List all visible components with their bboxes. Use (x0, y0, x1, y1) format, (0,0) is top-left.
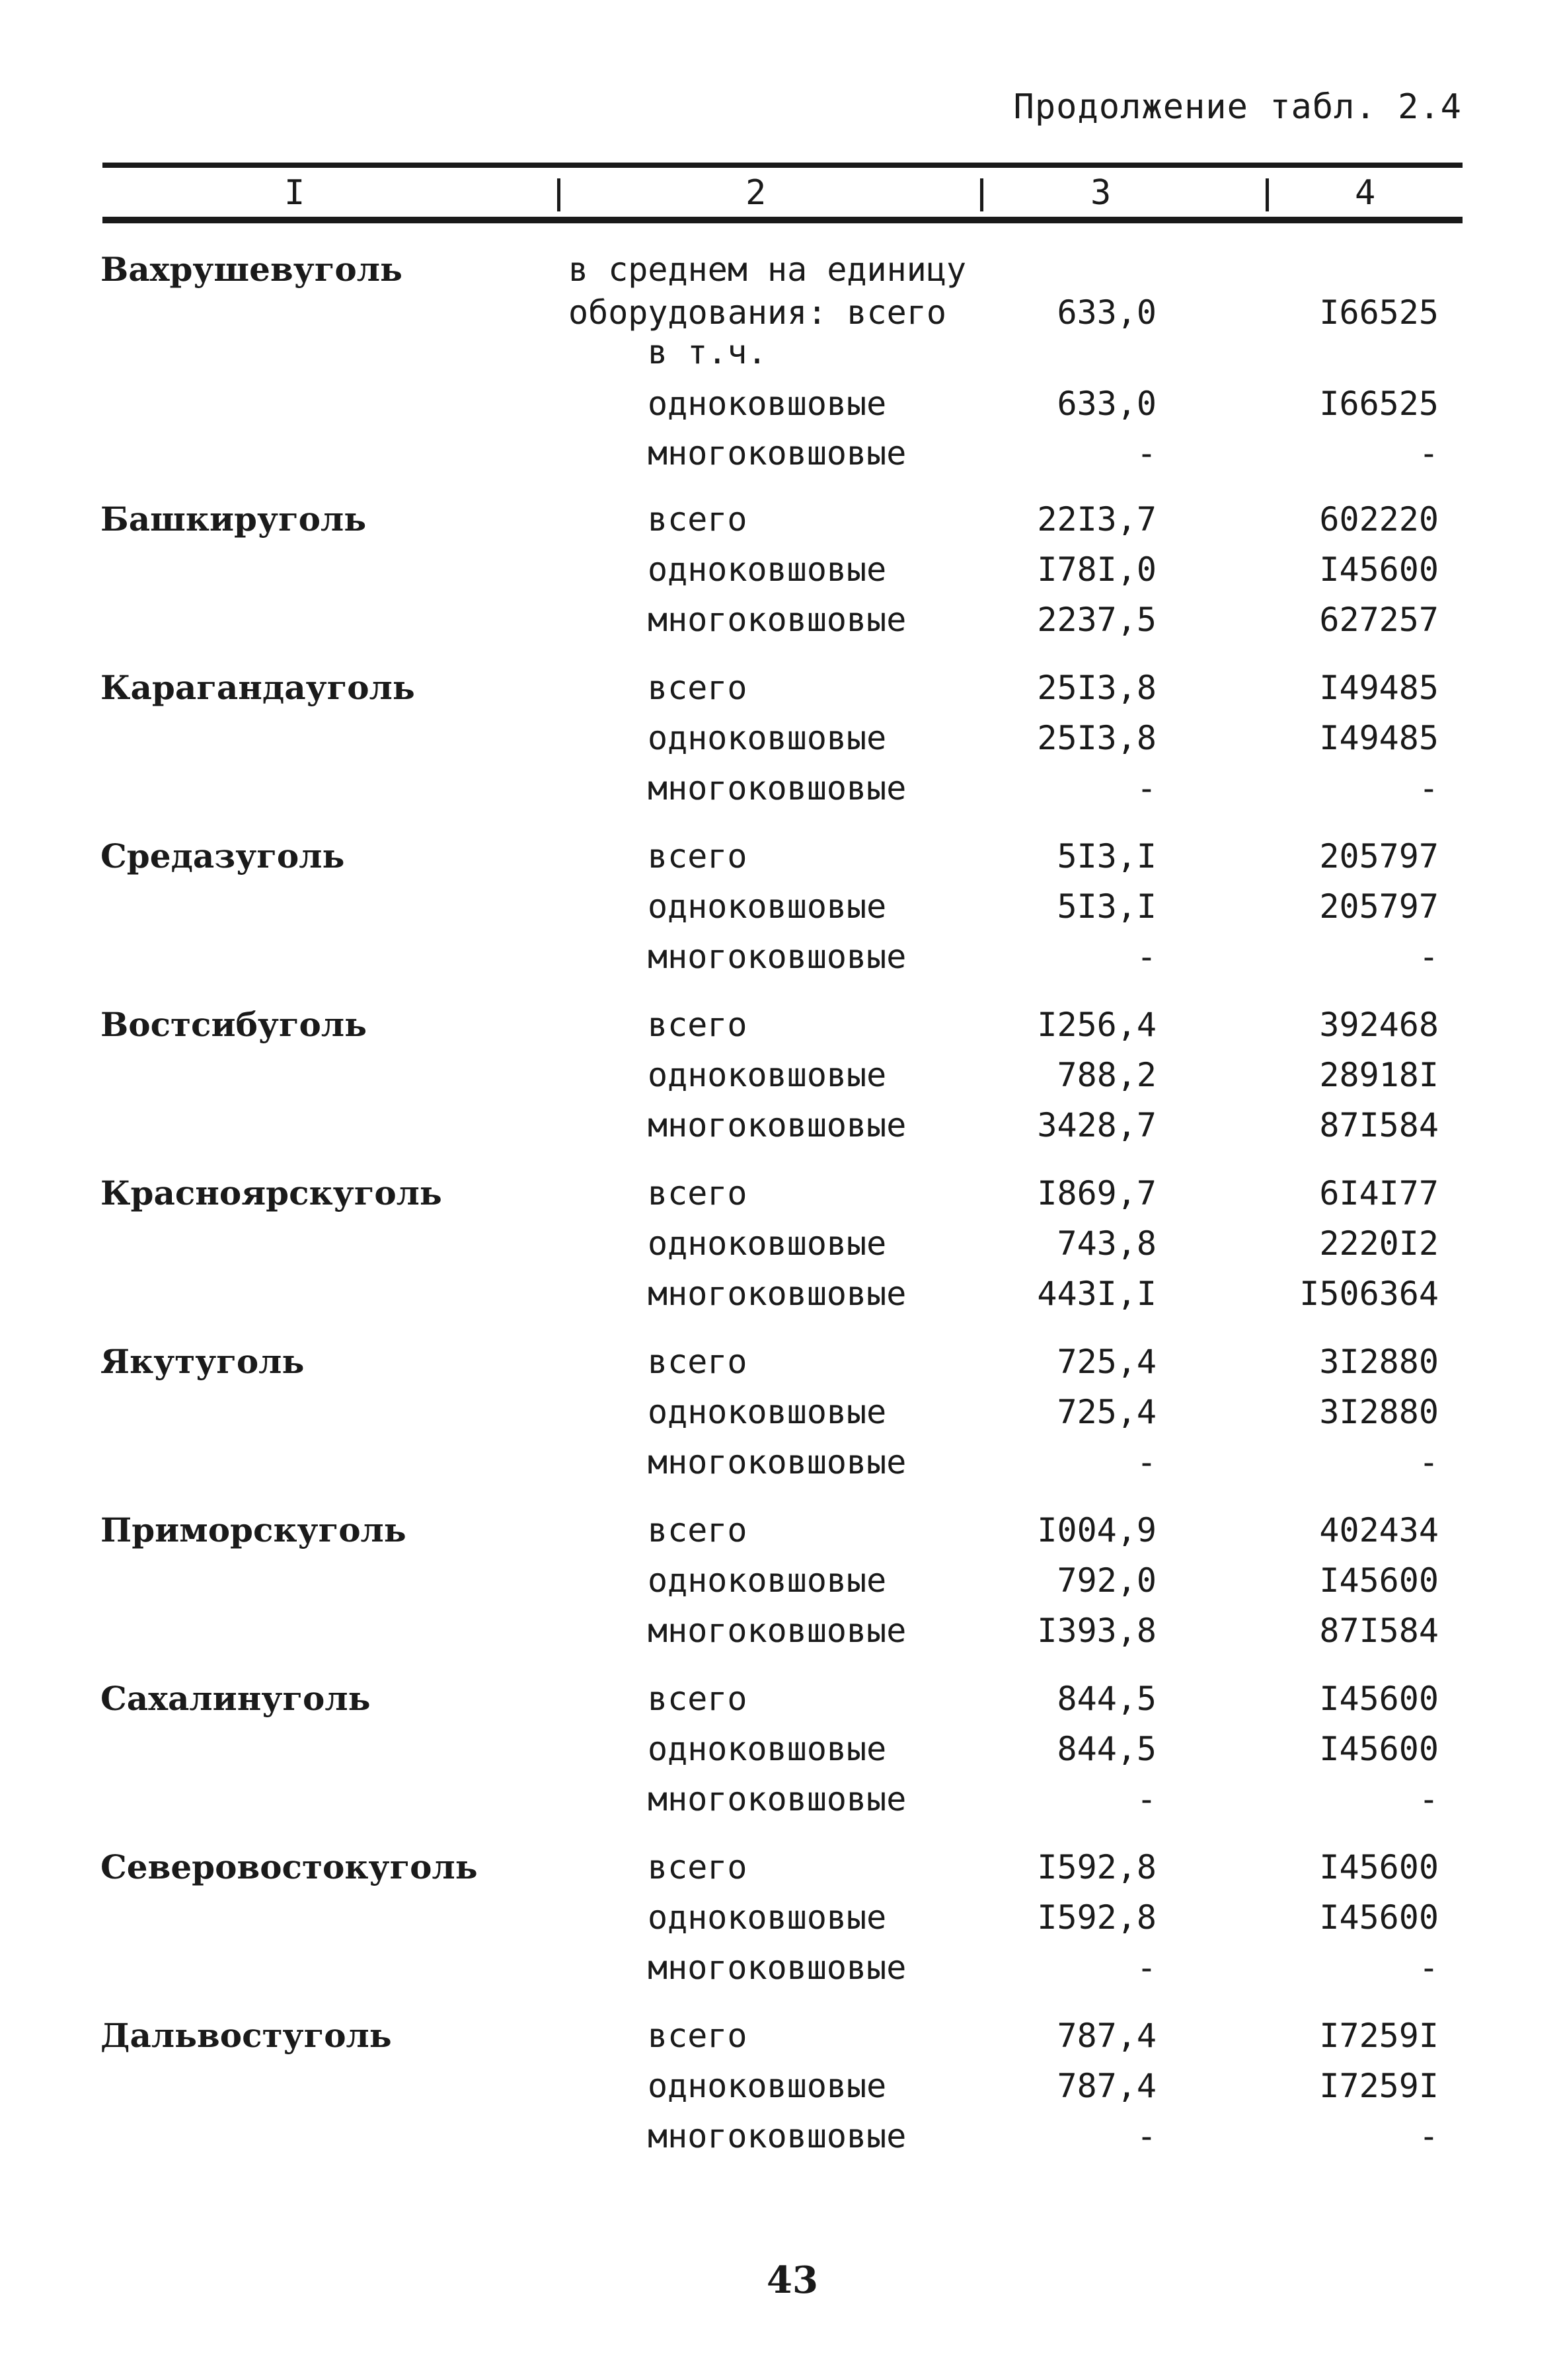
value-col-4: I45600 (1319, 1848, 1439, 1886)
row-label: одноковшовые (648, 1561, 887, 1600)
table-row (0, 428, 1561, 478)
table-row (0, 763, 1561, 813)
header-top-rule (102, 163, 1463, 168)
value-col-4: I66525 (1319, 385, 1439, 423)
value-col-4: - (1418, 1443, 1439, 1481)
column-separator (557, 178, 560, 211)
value-col-3: 25I3,8 (1037, 669, 1157, 707)
table-row (0, 1774, 1561, 1824)
table-row (0, 2111, 1561, 2161)
row-label: многоковшовые (648, 769, 907, 807)
organization-name: Вахрушевуголь (100, 250, 402, 289)
row-label: многоковшовые (648, 938, 907, 976)
value-col-4: - (1418, 2117, 1439, 2155)
row-label: в среднем на единицу (568, 250, 967, 289)
value-col-4: 205797 (1319, 837, 1439, 875)
value-col-3: 787,4 (1057, 2017, 1157, 2055)
value-col-4: 402434 (1319, 1511, 1439, 1549)
organization-name: Дальвостуголь (100, 2016, 392, 2055)
organization-name: Красноярскуголь (100, 1173, 442, 1212)
value-col-4: I7259I (1319, 2067, 1439, 2105)
value-col-3: I592,8 (1037, 1848, 1157, 1886)
page-number: 43 (767, 2258, 818, 2302)
table-caption: Продолжение табл. 2.4 (1013, 87, 1462, 127)
value-col-3: 725,4 (1057, 1393, 1157, 1431)
value-col-4: 28918I (1319, 1056, 1439, 1094)
organization-name: Башкируголь (100, 500, 367, 539)
table-row (0, 1943, 1561, 1993)
value-col-3: 844,5 (1057, 1730, 1157, 1768)
value-col-4: 392468 (1319, 1006, 1439, 1044)
value-col-4: I506364 (1299, 1275, 1439, 1313)
column-header-3: 3 (1090, 173, 1112, 213)
value-col-3: - (1136, 938, 1157, 976)
row-label: всего (648, 837, 747, 875)
row-label: многоковшовые (648, 1106, 907, 1144)
table-row (0, 494, 1561, 544)
table-row (0, 1387, 1561, 1437)
row-label: одноковшовые (648, 719, 887, 757)
value-col-3: 22I3,7 (1037, 500, 1157, 539)
row-label: многоковшовые (648, 601, 907, 639)
value-col-3: 5I3,I (1057, 837, 1157, 875)
value-col-4: I66525 (1319, 293, 1439, 332)
table-row (0, 1437, 1561, 1487)
value-col-4: - (1418, 938, 1439, 976)
value-col-4: 87I584 (1319, 1612, 1439, 1650)
value-col-3: I004,9 (1037, 1511, 1157, 1549)
value-col-3: 3428,7 (1037, 1106, 1157, 1144)
row-label: многоковшовые (648, 1780, 907, 1818)
value-col-4: I49485 (1319, 719, 1439, 757)
row-label: одноковшовые (648, 550, 887, 589)
value-col-3: 633,0 (1057, 385, 1157, 423)
value-col-3: - (1136, 1780, 1157, 1818)
value-col-4: 627257 (1319, 601, 1439, 639)
organization-name: Карагандауголь (100, 668, 415, 707)
table-row (0, 881, 1561, 932)
value-col-4: - (1418, 1780, 1439, 1818)
value-col-3: - (1136, 1949, 1157, 1987)
value-col-3: I592,8 (1037, 1898, 1157, 1937)
row-label: одноковшовые (648, 2067, 887, 2105)
table-row (0, 1606, 1561, 1656)
row-label: всего (648, 1511, 747, 1549)
value-col-3: I78I,0 (1037, 550, 1157, 589)
value-col-4: I45600 (1319, 1730, 1439, 1768)
organization-name: Сахалинуголь (100, 1679, 371, 1718)
table-row (0, 1842, 1561, 1892)
value-col-3: I393,8 (1037, 1612, 1157, 1650)
row-label: всего (648, 1343, 747, 1381)
table-row (0, 1555, 1561, 1606)
row-label: всего (648, 1174, 747, 1212)
table-row (0, 1050, 1561, 1100)
row-label: одноковшовые (648, 1224, 887, 1263)
row-label: одноковшовые (648, 385, 887, 423)
organization-name: Востсибуголь (100, 1005, 367, 1044)
row-label: многоковшовые (648, 1443, 907, 1481)
value-col-4: 87I584 (1319, 1106, 1439, 1144)
organization-name: Якутуголь (100, 1342, 305, 1381)
organization-name: Северовостокуголь (100, 1847, 478, 1886)
value-col-3: 725,4 (1057, 1343, 1157, 1381)
organization-name: Приморскуголь (100, 1510, 406, 1549)
table-row (0, 663, 1561, 713)
row-label: всего (648, 1848, 747, 1886)
value-col-4: - (1418, 434, 1439, 472)
value-col-3: 787,4 (1057, 2067, 1157, 2105)
value-col-3: - (1136, 2117, 1157, 2155)
table-row (0, 595, 1561, 645)
table-row (0, 1674, 1561, 1724)
value-col-4: 6I4I77 (1319, 1174, 1439, 1212)
value-col-4: I45600 (1319, 550, 1439, 589)
table-row (0, 713, 1561, 763)
row-label: всего (648, 1680, 747, 1718)
table-row (0, 1724, 1561, 1774)
table-row (0, 1337, 1561, 1387)
row-label: всего (648, 1006, 747, 1044)
row-label: одноковшовые (648, 1898, 887, 1937)
row-label: одноковшовые (648, 1393, 887, 1431)
value-col-3: 743,8 (1057, 1224, 1157, 1263)
value-col-4: 3I2880 (1319, 1393, 1439, 1431)
row-label: оборудования: всего (568, 293, 946, 332)
value-col-3: 443I,I (1037, 1275, 1157, 1313)
row-label: многоковшовые (648, 1275, 907, 1313)
value-col-3: 2237,5 (1037, 601, 1157, 639)
value-col-4: 3I2880 (1319, 1343, 1439, 1381)
column-header-1: I (284, 173, 305, 213)
table-row (0, 831, 1561, 881)
value-col-3: - (1136, 434, 1157, 472)
row-label: многоковшовые (648, 1949, 907, 1987)
column-separator (1266, 178, 1269, 211)
value-col-3: 633,0 (1057, 293, 1157, 332)
value-col-3: - (1136, 769, 1157, 807)
value-col-4: I45600 (1319, 1561, 1439, 1600)
row-label: всего (648, 669, 747, 707)
row-label: многоковшовые (648, 2117, 907, 2155)
table-row (0, 379, 1561, 429)
table-row (0, 327, 1561, 377)
value-col-3: I869,7 (1037, 1174, 1157, 1212)
value-col-3: 792,0 (1057, 1561, 1157, 1600)
value-col-4: - (1418, 1949, 1439, 1987)
column-header-4: 4 (1355, 173, 1376, 213)
header-bottom-rule (102, 217, 1463, 223)
value-col-4: - (1418, 769, 1439, 807)
value-col-3: I256,4 (1037, 1006, 1157, 1044)
row-label: одноковшовые (648, 887, 887, 926)
table-row (0, 2061, 1561, 2111)
row-label: одноковшовые (648, 1056, 887, 1094)
value-col-4: I49485 (1319, 669, 1439, 707)
table-row (0, 2011, 1561, 2061)
value-col-4: 602220 (1319, 500, 1439, 539)
value-col-4: I45600 (1319, 1680, 1439, 1718)
column-header-2: 2 (745, 173, 767, 213)
row-label: всего (648, 2017, 747, 2055)
row-label: в т.ч. (648, 333, 767, 371)
row-label: многоковшовые (648, 434, 907, 472)
row-label: всего (648, 500, 747, 539)
table-row (0, 1505, 1561, 1555)
value-col-3: - (1136, 1443, 1157, 1481)
row-label: многоковшовые (648, 1612, 907, 1650)
table-row (0, 1218, 1561, 1269)
value-col-4: I7259I (1319, 2017, 1439, 2055)
table-row (0, 1892, 1561, 1943)
table-row (0, 1168, 1561, 1218)
value-col-4: 2220I2 (1319, 1224, 1439, 1263)
table-row (0, 1100, 1561, 1150)
value-col-3: 844,5 (1057, 1680, 1157, 1718)
value-col-3: 25I3,8 (1037, 719, 1157, 757)
table-row (0, 1000, 1561, 1050)
row-label: одноковшовые (648, 1730, 887, 1768)
value-col-4: 205797 (1319, 887, 1439, 926)
organization-name: Средазуголь (100, 837, 345, 875)
value-col-3: 788,2 (1057, 1056, 1157, 1094)
table-row (0, 932, 1561, 982)
value-col-4: I45600 (1319, 1898, 1439, 1937)
table-row (0, 1269, 1561, 1319)
table-row (0, 544, 1561, 595)
value-col-3: 5I3,I (1057, 887, 1157, 926)
column-separator (980, 178, 983, 211)
